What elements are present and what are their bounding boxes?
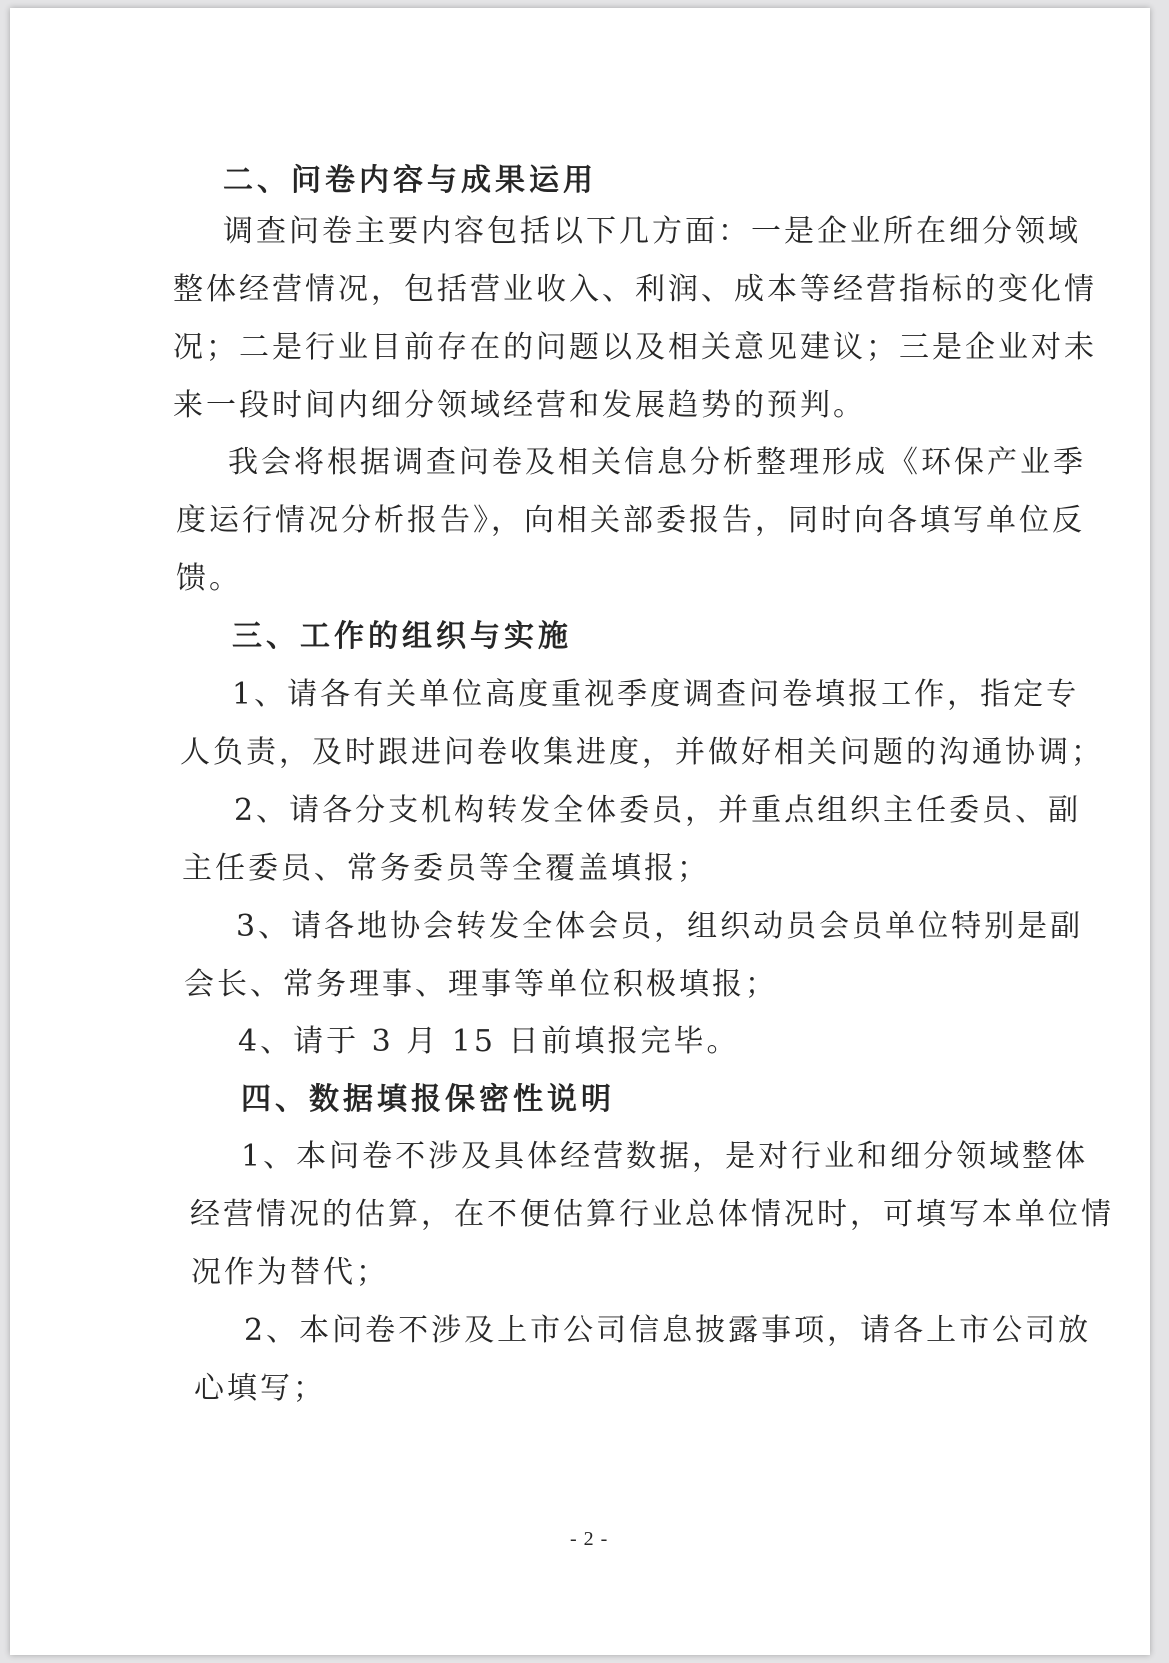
- paragraph-line: 3、请各地协会转发全体会员，组织动员会员单位特别是副: [236, 909, 1084, 944]
- paragraph-line: 2、本问卷不涉及上市公司信息披露事项，请各上市公司放: [244, 1313, 1092, 1348]
- paragraph-line: 整体经营情况，包括营业收入、利润、成本等经营指标的变化情: [173, 272, 1097, 307]
- paragraph-line: 馈。: [176, 561, 242, 596]
- paragraph-line: 来一段时间内细分领域经营和发展趋势的预判。: [173, 388, 866, 423]
- page-number: - 2 -: [570, 1528, 609, 1550]
- paragraph-line: 况；二是行业目前存在的问题以及相关意见建议；三是企业对未: [173, 330, 1097, 365]
- paragraph-line: 会长、常务理事、理事等单位积极填报；: [184, 967, 778, 1002]
- paragraph-line: 主任委员、常务委员等全覆盖填报；: [182, 851, 710, 886]
- document-body: [10, 8, 1150, 1655]
- paragraph-line: 1、请各有关单位高度重视季度调查问卷填报工作，指定专: [232, 677, 1080, 712]
- paragraph-line: 调查问卷主要内容包括以下几方面：一是企业所在细分领域: [223, 214, 1081, 249]
- paragraph-line: 我会将根据调查问卷及相关信息分析整理形成《环保产业季: [228, 445, 1086, 480]
- paragraph-line: 心填写；: [194, 1371, 326, 1406]
- paragraph-line: 况作为替代；: [191, 1255, 389, 1290]
- section-heading: 二、问卷内容与成果运用: [223, 163, 597, 198]
- section-heading: 三、工作的组织与实施: [232, 619, 572, 654]
- section-heading: 四、数据填报保密性说明: [241, 1082, 615, 1117]
- document-page: [10, 8, 1150, 1655]
- paragraph-line: 人负责，及时跟进问卷收集进度，并做好相关问题的沟通协调；: [180, 735, 1104, 770]
- paragraph-line: 度运行情况分析报告》，向相关部委报告，同时向各填写单位反: [176, 503, 1085, 538]
- paragraph-line: 1、本问卷不涉及具体经营数据，是对行业和细分领域整体: [241, 1139, 1089, 1174]
- paragraph-line: 2、请各分支机构转发全体委员，并重点组织主任委员、副: [234, 793, 1082, 828]
- paragraph-line: 经营情况的估算，在不便估算行业总体情况时，可填写本单位情: [190, 1197, 1114, 1232]
- paragraph-line: 4、请于 3 月 15 日前填报完毕。: [238, 1024, 740, 1059]
